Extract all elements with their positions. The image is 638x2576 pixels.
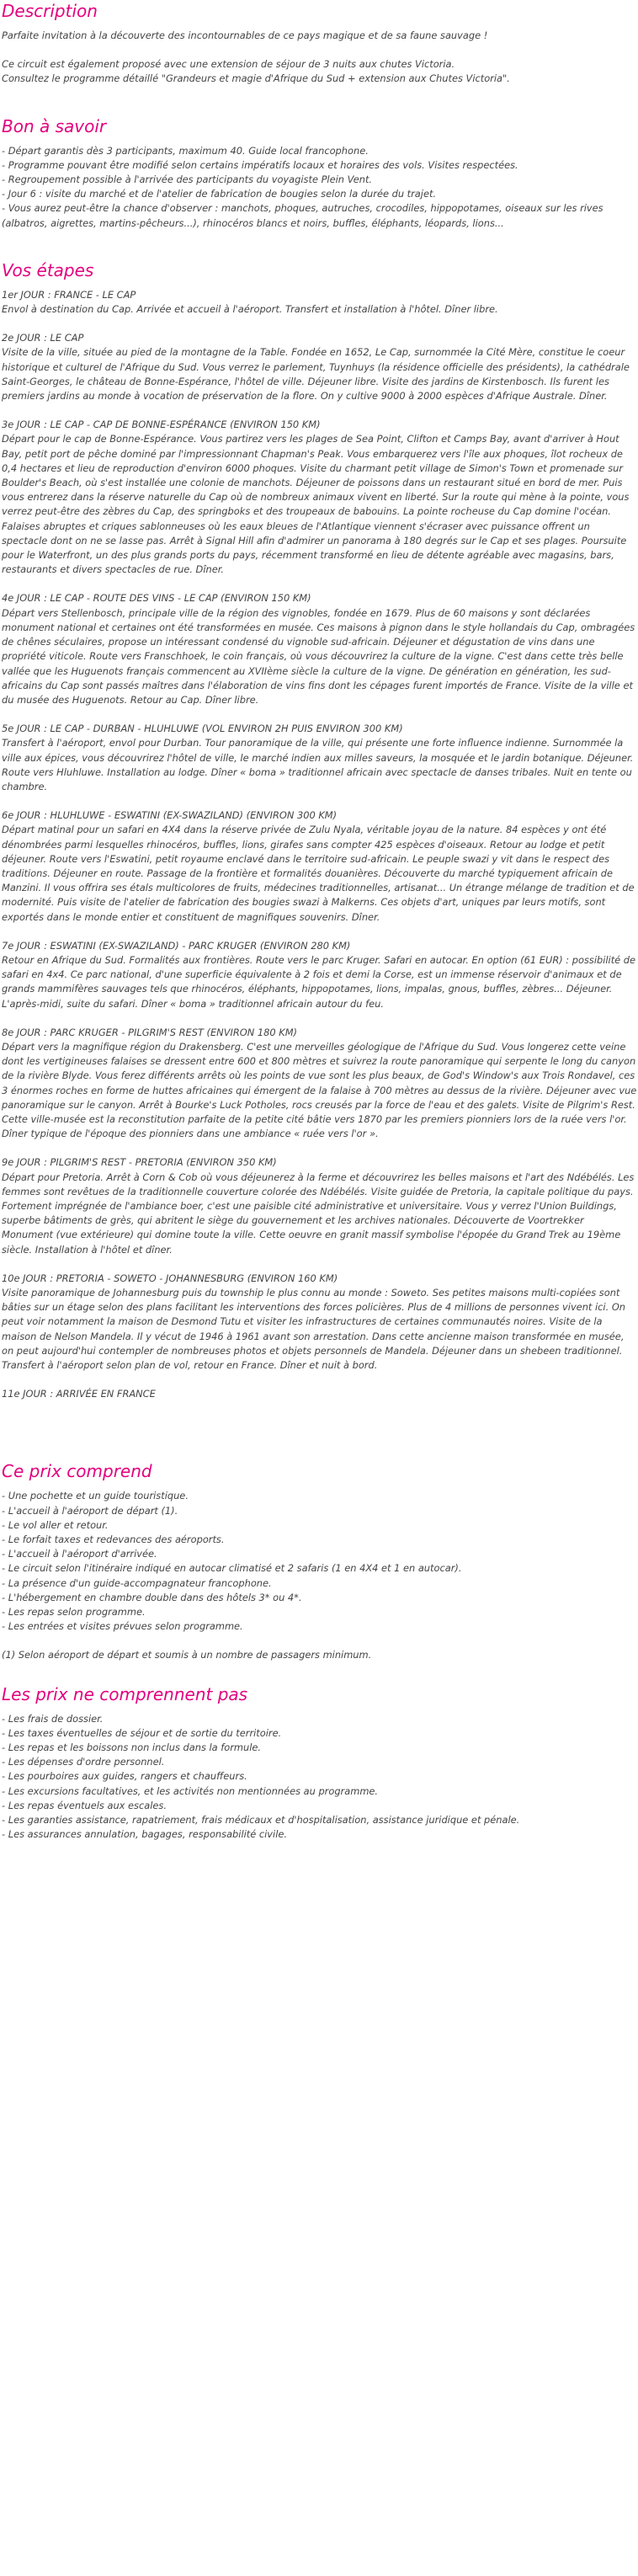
etapes-title: Vos étapes [2,259,94,280]
day-title: 11e JOUR : ARRIVÉE EN FRANCE [2,1388,156,1400]
list-item: - Les pourboires aux guides, rangers et chauffeurs. [2,1770,247,1783]
day-title: 10e JOUR : PRETORIA - SOWETO - JOHANNESBURG (ENVIRON 160 KM) [2,1272,338,1284]
day-title: 1er JOUR : FRANCE - LE CAP [2,288,136,301]
list-item: - Les frais de dossier. [2,1712,104,1725]
list-item: - Les repas selon programme. [2,1606,146,1619]
prix-comprend-title: Ce prix comprend [2,1461,152,1482]
day-text: Visite de la ville, située au pied de la montagne de la Table. Fondée en 1652, Le Cap, surnommée la Cité Mère, constitue le coeur historique et culturel de l'Afrique du Sud. Vous verrez le parlement, Tuynhuys (la résidence officielle des présidents), la cathédrale Saint-Georges, le château de Bonne-Espérance, l'hôtel de ville. Déjeuner libre. Visite des jardins de Kirstenbosch. Ils furent les premiers jardins au monde à vocation de préservation de la flore. On y cultive 9000 à 2000 espèces d'Afrique Australe. Dîner. [2,346,630,403]
day-block [2,808,638,925]
description-title: Description [2,1,98,21]
list-item: - Les assurances annulation, bagages, responsabilité civile. [2,1828,287,1841]
day-block [2,939,638,1011]
day-block [2,1387,638,1401]
list-item: - Départ garantis dès 3 participants, maximum 40. Guide local francophone. [2,144,369,157]
day-block [2,591,638,707]
day-text: Départ vers Stellenbosch, principale ville de la région des vignobles, fondée en 1679. Plus de 60 maisons y sont déclarées monument national et certaines ont été transformées en musée. Ces maisons à pignon dans le style hollandais du Cap, ombragées de chênes séculaires, propose un intéressant condensé du vignoble sud-africain. Déjeuner et dégustation de vins dans une propriété viticole. Route vers Franschhoek, le coin français, où vous découvrirez la culture de la vigne. C'est dans cette très belle vallée que les Huguenots français commencent au XVIIème siècle la culture de la vigne. De génération en génération, les sud-africains du Cap sont passés maîtres dans l'élaboration de vins fins dont les cépages furent importés de France. Visite de la ville et du musée des Huguenots. Retour au Cap. Dîner libre. [2,606,635,706]
list-item: - Les repas et les boissons non inclus dans la formule. [2,1741,262,1754]
list-item: - Vous aurez peut-être la chance d'observer : manchots, phoques, autruches, crocodiles, hippopotames, oiseaux sur les rives (albatros, aigrettes, martins-pêcheurs...), rhinocéros blancs et noirs, buffles, éléphants, léopards, lions... [2,202,603,229]
bon-a-savoir-title: Bon à savoir [2,115,107,136]
day-text: Départ vers la magnifique région du Drakensberg. C'est une merveilles géologique de l'Afrique du Sud. Vous longerez cette veine dont les vertigineuses falaises se dressent entre 600 et 800 mètres et suivrez la route panoramique qui serpente le long du canyon de la rivière Blyde. Vous ferez différents arrêts où les points de vue sont les plus beaux, de God's Window's aux Trois Rondavel, ces 3 énormes roches en forme de huttes africaines qui émergent de la falaise à 700 mètres au dessus de la rivière. Déjeuner avec vue panoramique sur le canyon. Arrêt à Bourke's Luck Potholes, rocs creusés par la force de l'eau et des galets. Visite de Pilgrim's Rest. Cette ville-musée est la reconstitution parfaite de la petite cité bâtie vers 1870 par les premiers pionniers lors de la ruée vers l'or. Dîner typique de l'époque des pionniers dans une ambiance « ruée vers l'or ». [2,1040,637,1140]
day-title: 2e JOUR : LE CAP [2,332,84,344]
day-title: 7e JOUR : ESWATINI (EX-SWAZILAND) - PARC KRUGER (ENVIRON 280 KM) [2,939,351,952]
day-title: 5e JOUR : LE CAP - DURBAN - HLUHLUWE (VOL ENVIRON 2H PUIS ENVIRON 300 KM) [2,723,403,735]
list-item: - Regroupement possible à l'arrivée des participants du voyagiste Plein Vent. [2,173,373,186]
list-item: - Une pochette et un guide touristique. [2,1490,189,1502]
day-text: Visite panoramique de Johannesburg puis du township le plus connu au monde : Soweto. Ses petites maisons multi-copiées sont bâties sur un étage selon des plans facilitant les interventions des forces policières. Plus de 4 millions de personnes vivent ici. On peut voir notamment la maison de Desmond Tutu et visiter les infrastructures de certaines communautés noires. Visite de la maison de Nelson Mandela. Il y vécut de 1946 à 1961 avant son arrestation. Dans cette ancienne maison transformée en musée, on peut aujourd'hui contempler de nombreuses photos et objets personnels de Mandela. Déjeuner dans un shebeen traditionnel. Transfert à l'aéroport selon plan de vol, retour en France. Dîner et nuit à bord. [2,1287,626,1372]
list-item: - Les entrées et visites prévues selon programme. [2,1620,243,1633]
list-item: - L'hébergement en chambre double dans des hôtels 3* ou 4*. [2,1591,302,1603]
list-item: - Programme pouvant être modifié selon certains impératifs locaux et horaires des vols. Visites respectées. [2,158,518,171]
list-item: - Le forfait taxes et redevances des aéroports. [2,1533,225,1546]
description-paragraph-1: Parfaite invitation à la découverte des incontournables de ce pays magique et de sa faune sauvage ! [2,29,488,41]
prix-ne-comprend-pas-title: Les prix ne comprennent pas [2,1683,248,1704]
day-text: Départ pour Pretoria. Arrêt à Corn & Cob où vous déjeunerez à la ferme et découvrirez les belles maisons et l'art des Ndébélés. Les femmes sont revêtues de la traditionnelle couverture colorée des Ndébélés. Visite guidée de Pretoria, la capitale politique du pays. Fortement imprégnée de l'ambiance boer, c'est une paisible cité administrative et universitaire. Vous y verrez l'Union Buildings, superbe bâtiments de grès, qui abritent le siège du gouvernement et les archives nationales. Découverte de Voortrekker Monument (vue extérieure) qui domine toute la ville. Cette oeuvre en granit massif symbolise l'épopée du Grand Trek au 19ème siècle. Installation à l'hôtel et dîner. [2,1171,635,1256]
description-paragraph-2: Ce circuit est également proposé avec une extension de séjour de 3 nuits aux chutes Victoria. [2,58,455,71]
list-item: - L'accueil à l'aéroport d'arrivée. [2,1548,157,1560]
description-paragraph-3: Consultez le programme détaillé "Grandeurs et magie d'Afrique du Sud + extension aux Chutes Victoria". [2,72,510,85]
prix-ne-comprend-pas-list [2,1712,638,1843]
day-block [2,331,638,403]
list-item: - Les taxes éventuelles de séjour et de sortie du territoire. [2,1726,282,1739]
list-item: - Les excursions facultatives, et les activités non mentionnées au programme. [2,1784,379,1797]
prix-comprend-list [2,1489,638,1634]
day-block [2,418,638,577]
day-block [2,288,638,317]
list-item: - Les dépenses d'ordre personnel. [2,1756,165,1768]
day-text: Départ pour le cap de Bonne-Espérance. Vous partirez vers les plages de Sea Point, Clifton et Camps Bay, avant d'arriver à Hout Bay, petit port de pêche dominé par l'impressionnant Chapman's Peak. Vous embarquerez vers l'île aux phoques, îlot rocheux de 0,4 hectares et lieu de reproduction d'environ 6000 phoques. Visite du charmant petit village de Simon's Town et promenade sur Boulder's Beach, où s'est installée une colonie de manchots. Déjeuner de poissons dans un restaurant situé en bord de mer. Puis vous entrerez dans la réserve naturelle du Cap où de nombreux animaux vivent en liberté. Sur la route qui mène à la pointe, vous verrez peut-être des zèbres du Cap, des springboks et des troupeaux de babouins. La pointe rocheuse du Cap domine l'océan. Falaises abruptes et criques sablonneuses où les eaux bleues de l'Atlantique viennent s'écraser avec puissance offrent un spectacle dont on ne se lasse pas. Arrêt à Signal Hill afin d'admirer un panorama à 180 degrés sur le Cap et ses plages. Poursuite pour le Waterfront, un des plus grands ports du pays, récemment transformé en lieu de détente agréable avec magasins, bars, restaurants et divers spectacles de rue. Dîner. [2,433,630,576]
day-block [2,1272,638,1373]
day-block [2,1026,638,1142]
bon-a-savoir-list [2,144,638,231]
list-item: - La présence d'un guide-accompagnateur francophone. [2,1576,272,1589]
list-item: - Les garanties assistance, rapatriement, frais médicaux et d'hospitalisation, assistance juridique et pénale. [2,1814,520,1827]
day-title: 4e JOUR : LE CAP - ROUTE DES VINS - LE CAP (ENVIRON 150 KM) [2,592,311,605]
list-item: - Jour 6 : visite du marché et de l'atelier de fabrication de bougies selon la durée du trajet. [2,188,437,200]
list-item: - Les repas éventuels aux escales. [2,1799,167,1811]
day-text: Départ matinal pour un safari en 4X4 dans la réserve privée de Zulu Nyala, véritable joyau de la nature. 84 espèces y ont été dénombrées parmi lesquelles rhinocéros, buffles, lions, girafes sans compter 425 espèces d'oiseaux. Retour au lodge et petit déjeuner. Route vers l'Eswatini, petit royaume enclavé dans le territoire sud-africain. Le peuple swazi y vit dans le respect des traditions. Déjeuner en route. Passage de la frontière et formalités douanières. Découverte du marché typiquement africain de Manzini. Il vous offrira ses étals multicolores de fruits, médecines traditionnelles, artisanat... Un étrange mélange de tradition et de modernité. Puis visite de l'atelier de fabrication des bougies swazi à Malkerns. Ces objets d'art, uniques par leurs motifs, sont exportés dans le monde entier et constituent de magnifiques souvenirs. Dîner. [2,824,635,923]
list-item: - Le circuit selon l'itinéraire indiqué en autocar climatisé et 2 safaris (1 en 4X4 et 1 en autocar). [2,1562,462,1575]
day-title: 9e JOUR : PILGRIM'S REST - PRETORIA (ENVIRON 350 KM) [2,1156,277,1169]
day-title: 8e JOUR : PARC KRUGER - PILGRIM'S REST (ENVIRON 180 KM) [2,1026,297,1038]
list-item: - L'accueil à l'aéroport de départ (1). [2,1504,178,1517]
day-block [2,1155,638,1256]
list-item: - Le vol aller et retour. [2,1518,109,1531]
day-title: 3e JOUR : LE CAP - CAP DE BONNE-ESPÉRANCE (ENVIRON 150 KM) [2,419,321,431]
day-text: Envol à destination du Cap. Arrivée et accueil à l'aéroport. Transfert et installation à l'hôtel. Dîner libre. [2,303,498,316]
day-title: 6e JOUR : HLUHLUWE - ESWATINI (EX-SWAZILAND) (ENVIRON 300 KM) [2,809,338,822]
day-block [2,722,638,794]
day-text: Retour en Afrique du Sud. Formalités aux frontières. Route vers le parc Kruger. Safari en autocar. En option (61 EUR) : possibilité de safari en 4x4. Ce parc national, d'une superficie équivalente à 2 fois et demi la Corse, est un immense réservoir d'animaux et de grands mammifères sauvages tels que rhinocéros, éléphants, hippopotames, lions, impalas, gnous, buffles, zèbres... Déjeuner. L'après-midi, suite du safari. Dîner « boma » traditionnel africain autour du feu. [2,953,636,1010]
day-text: Transfert à l'aéroport, envol pour Durban. Tour panoramique de la ville, qui présente une forte influence indienne. Surnommée la ville aux épices, vous découvrirez l'hôtel de ville, le marché indien aux milles saveurs, la mosquée et le jardin botanique. Déjeuner. Route vers Hluhluwe. Installation au lodge. Dîner « boma » traditionnel africain avec spectacle de danses tribales. Nuit en tente ou chambre. [2,737,634,792]
prix-comprend-note: (1) Selon aéroport de départ et soumis à un nombre de passagers minimum. [2,1649,372,1661]
